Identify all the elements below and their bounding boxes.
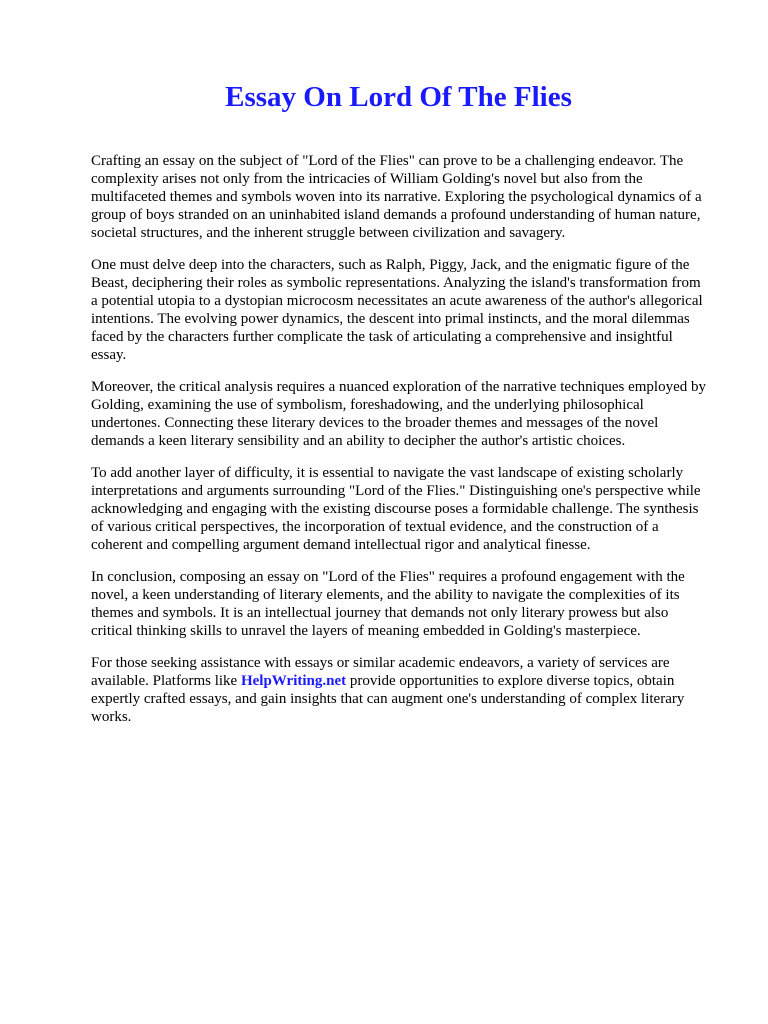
paragraph-6-text-before-link: For those seeking assistance with essays or similar academic endeavors, a variety of services are available. Platforms like	[91, 655, 670, 689]
paragraph-5: In conclusion, composing an essay on "Lord of the Flies" requires a profound engagement with the novel, a keen understanding of literary elements, and the ability to navigate the complexities of its themes and symbols. It is an intellectual journey that demands not only literary prowess but also critical thinking skills to unravel the layers of meaning embedded in Golding's masterpiece.	[91, 569, 685, 639]
document-title: Essay On Lord Of The Flies	[225, 81, 572, 113]
paragraph-2: One must delve deep into the characters, such as Ralph, Piggy, Jack, and the enigmatic figure of the Beast, deciphering their roles as symbolic representations. Analyzing the island's transformation from a potential utopia to a dystopian microcosm necessitates an acute awareness of the author's allegorical intentions. The evolving power dynamics, the descent into primal instincts, and the moral dilemmas faced by the characters further complicate the task of articulating a comprehensive and insightful essay.	[91, 257, 703, 363]
helpwriting-link[interactable]: HelpWriting.net	[240, 673, 347, 689]
paragraph-4: To add another layer of difficulty, it is essential to navigate the vast landscape of existing scholarly interpretations and arguments surrounding "Lord of the Flies." Distinguishing one's perspective while acknowledging and engaging with the existing discourse poses a formidable challenge. The synthesis of various critical perspectives, the incorporation of textual evidence, and the construction of a coherent and compelling argument demand intellectual rigor and analytical finesse.	[91, 465, 701, 553]
paragraph-1: Crafting an essay on the subject of "Lord of the Flies" can prove to be a challenging endeavor. The complexity arises not only from the intricacies of William Golding's novel but also from the multifaceted themes and symbols woven into its narrative. Exploring the psychological dynamics of a group of boys stranded on an uninhabited island demands a profound understanding of human nature, societal structures, and the inherent struggle between civilization and savagery.	[91, 153, 702, 241]
paragraph-6	[91, 654, 706, 726]
paragraph-6-text-after-link: provide opportunities to explore diverse topics, obtain expertly crafted essays, and gain insights that can augment one's understanding of complex literary works.	[91, 673, 685, 725]
document-page	[91, 80, 706, 740]
paragraph-3: Moreover, the critical analysis requires a nuanced exploration of the narrative techniques employed by Golding, examining the use of symbolism, foreshadowing, and the underlying philosophical undertones. Connecting these literary devices to the broader themes and messages of the novel demands a keen literary sensibility and an ability to decipher the author's artistic choices.	[91, 379, 706, 449]
